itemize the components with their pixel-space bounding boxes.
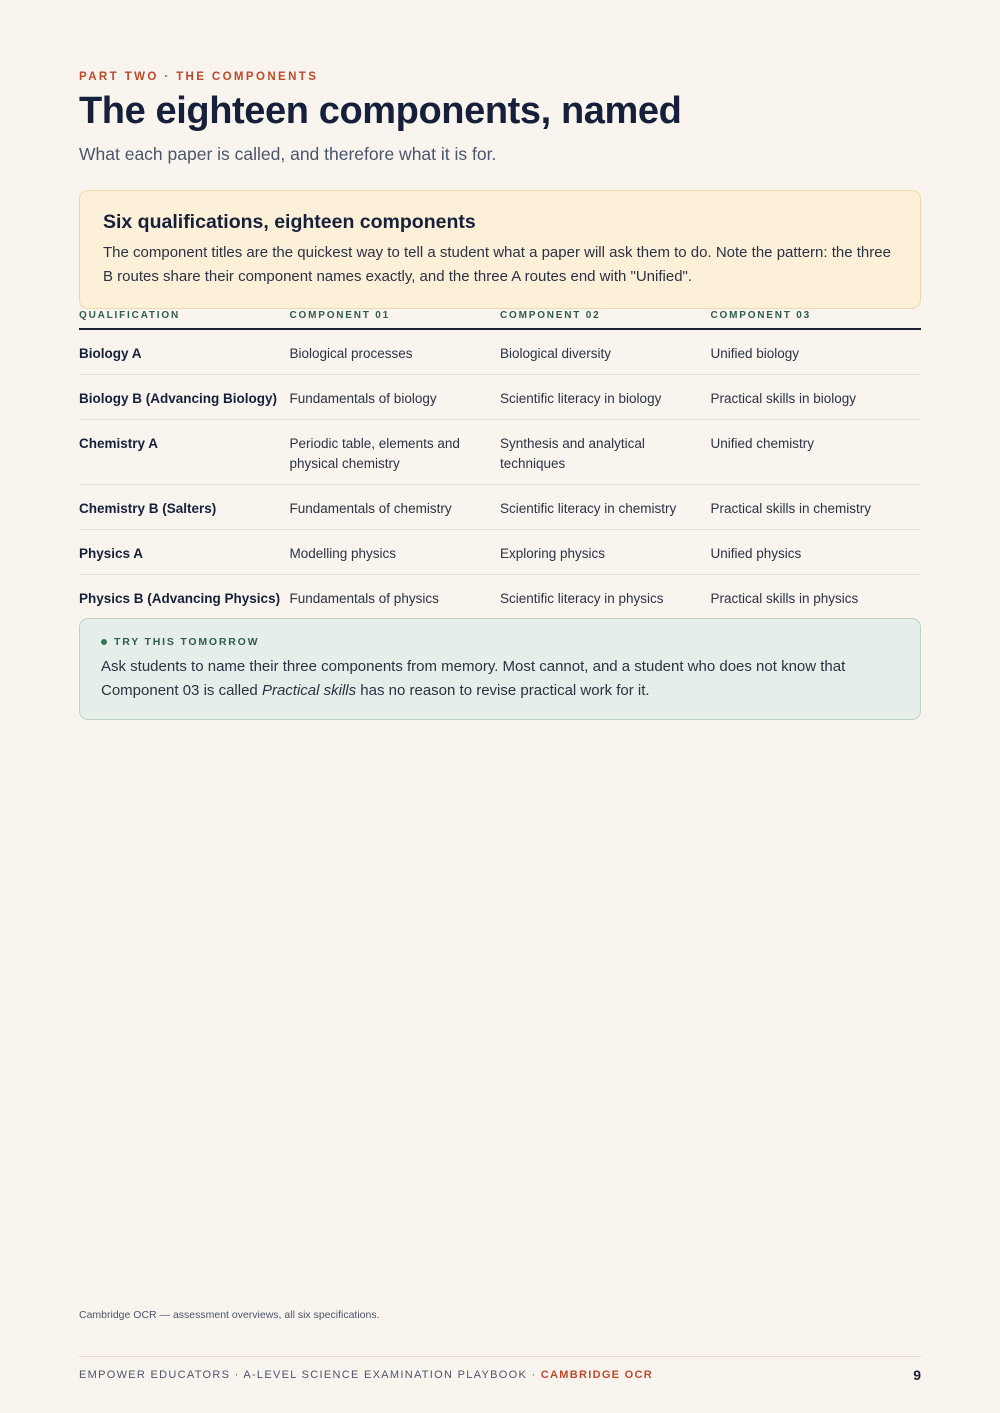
component-cell: Fundamentals of biology bbox=[290, 375, 501, 420]
component-cell: Scientific literacy in chemistry bbox=[500, 485, 711, 530]
table-row bbox=[79, 420, 921, 485]
table-row bbox=[79, 485, 921, 530]
qualification-cell: Physics A bbox=[79, 530, 290, 575]
qualification-cell: Chemistry A bbox=[79, 420, 290, 485]
tip-body bbox=[101, 655, 898, 703]
tip-body-text-end: has no reason to revise practical work for it. bbox=[356, 682, 650, 699]
qualification-cell: Physics B (Advancing Physics) bbox=[79, 591, 281, 606]
table-row bbox=[79, 530, 921, 575]
component-cell: Scientific literacy in biology bbox=[500, 375, 711, 420]
component-cell: Fundamentals of chemistry bbox=[290, 485, 501, 530]
page-subtitle: What each paper is called, and therefore what it is for. bbox=[79, 144, 497, 164]
callout-body: The component titles are the quickest way to tell a student what a paper will ask them to do. Note the pattern: the three B routes share their component names exactly, and the three A routes end with "Unified". bbox=[103, 244, 891, 285]
source-note: Cambridge OCR — assessment overviews, all six specifications. bbox=[79, 1309, 380, 1321]
table-row bbox=[79, 575, 921, 620]
column-header-component-01: COMPONENT 01 bbox=[290, 307, 501, 329]
component-cell: Practical skills in biology bbox=[711, 375, 922, 420]
callout-title: Six qualifications, eighteen components bbox=[103, 211, 476, 233]
component-cell: Fundamentals of physics bbox=[289, 591, 439, 606]
component-cell: Synthesis and analytical techniques bbox=[500, 420, 711, 485]
tip-box bbox=[79, 618, 921, 720]
tip-label-text: TRY THIS TOMORROW bbox=[114, 636, 260, 648]
table-row bbox=[79, 375, 921, 420]
component-cell: Unified chemistry bbox=[711, 420, 922, 485]
footer-running-title bbox=[79, 1369, 653, 1381]
component-cell: Scientific literacy in physics bbox=[500, 591, 664, 606]
tip-label bbox=[101, 636, 898, 648]
component-cell: Biological diversity bbox=[500, 329, 711, 375]
section-eyebrow: PART TWO · THE COMPONENTS bbox=[79, 71, 319, 83]
footer-publication: EMPOWER EDUCATORS · A-LEVEL SCIENCE EXAMINATION PLAYBOOK · bbox=[79, 1369, 541, 1381]
page-number: 9 bbox=[913, 1367, 921, 1383]
component-cell: Modelling physics bbox=[290, 530, 501, 575]
callout-note bbox=[79, 190, 921, 309]
footer-brand: CAMBRIDGE OCR bbox=[540, 1369, 654, 1381]
qualification-cell: Biology B (Advancing Biology) bbox=[79, 375, 290, 420]
tip-body-emphasis: Practical skills bbox=[261, 682, 357, 699]
component-cell: Practical skills in physics bbox=[710, 591, 859, 606]
qualification-cell: Chemistry B (Salters) bbox=[79, 485, 290, 530]
component-cell: Practical skills in chemistry bbox=[711, 485, 922, 530]
table-header-row bbox=[79, 307, 921, 329]
tip-body-text: Ask students to name their three components from memory. Most cannot, and a student who does not know that Component 03 is called bbox=[101, 658, 846, 699]
page bbox=[79, 0, 921, 1413]
column-header-qualification: QUALIFICATION bbox=[79, 307, 290, 329]
column-header-component-02: COMPONENT 02 bbox=[500, 307, 711, 329]
component-cell: Periodic table, elements and physical chemistry bbox=[290, 420, 501, 485]
component-cell: Unified physics bbox=[711, 530, 922, 575]
component-cell: Biological processes bbox=[290, 329, 501, 375]
column-header-component-03: COMPONENT 03 bbox=[711, 307, 922, 329]
components-table bbox=[79, 307, 921, 619]
component-cell: Unified biology bbox=[711, 329, 922, 375]
bullet-dot-icon bbox=[101, 639, 107, 645]
footer-divider bbox=[79, 1356, 921, 1357]
qualification-cell: Biology A bbox=[79, 329, 290, 375]
page-title: The eighteen components, named bbox=[79, 90, 682, 132]
component-cell: Exploring physics bbox=[500, 530, 711, 575]
table-row bbox=[79, 329, 921, 375]
page-footer bbox=[79, 1367, 921, 1383]
